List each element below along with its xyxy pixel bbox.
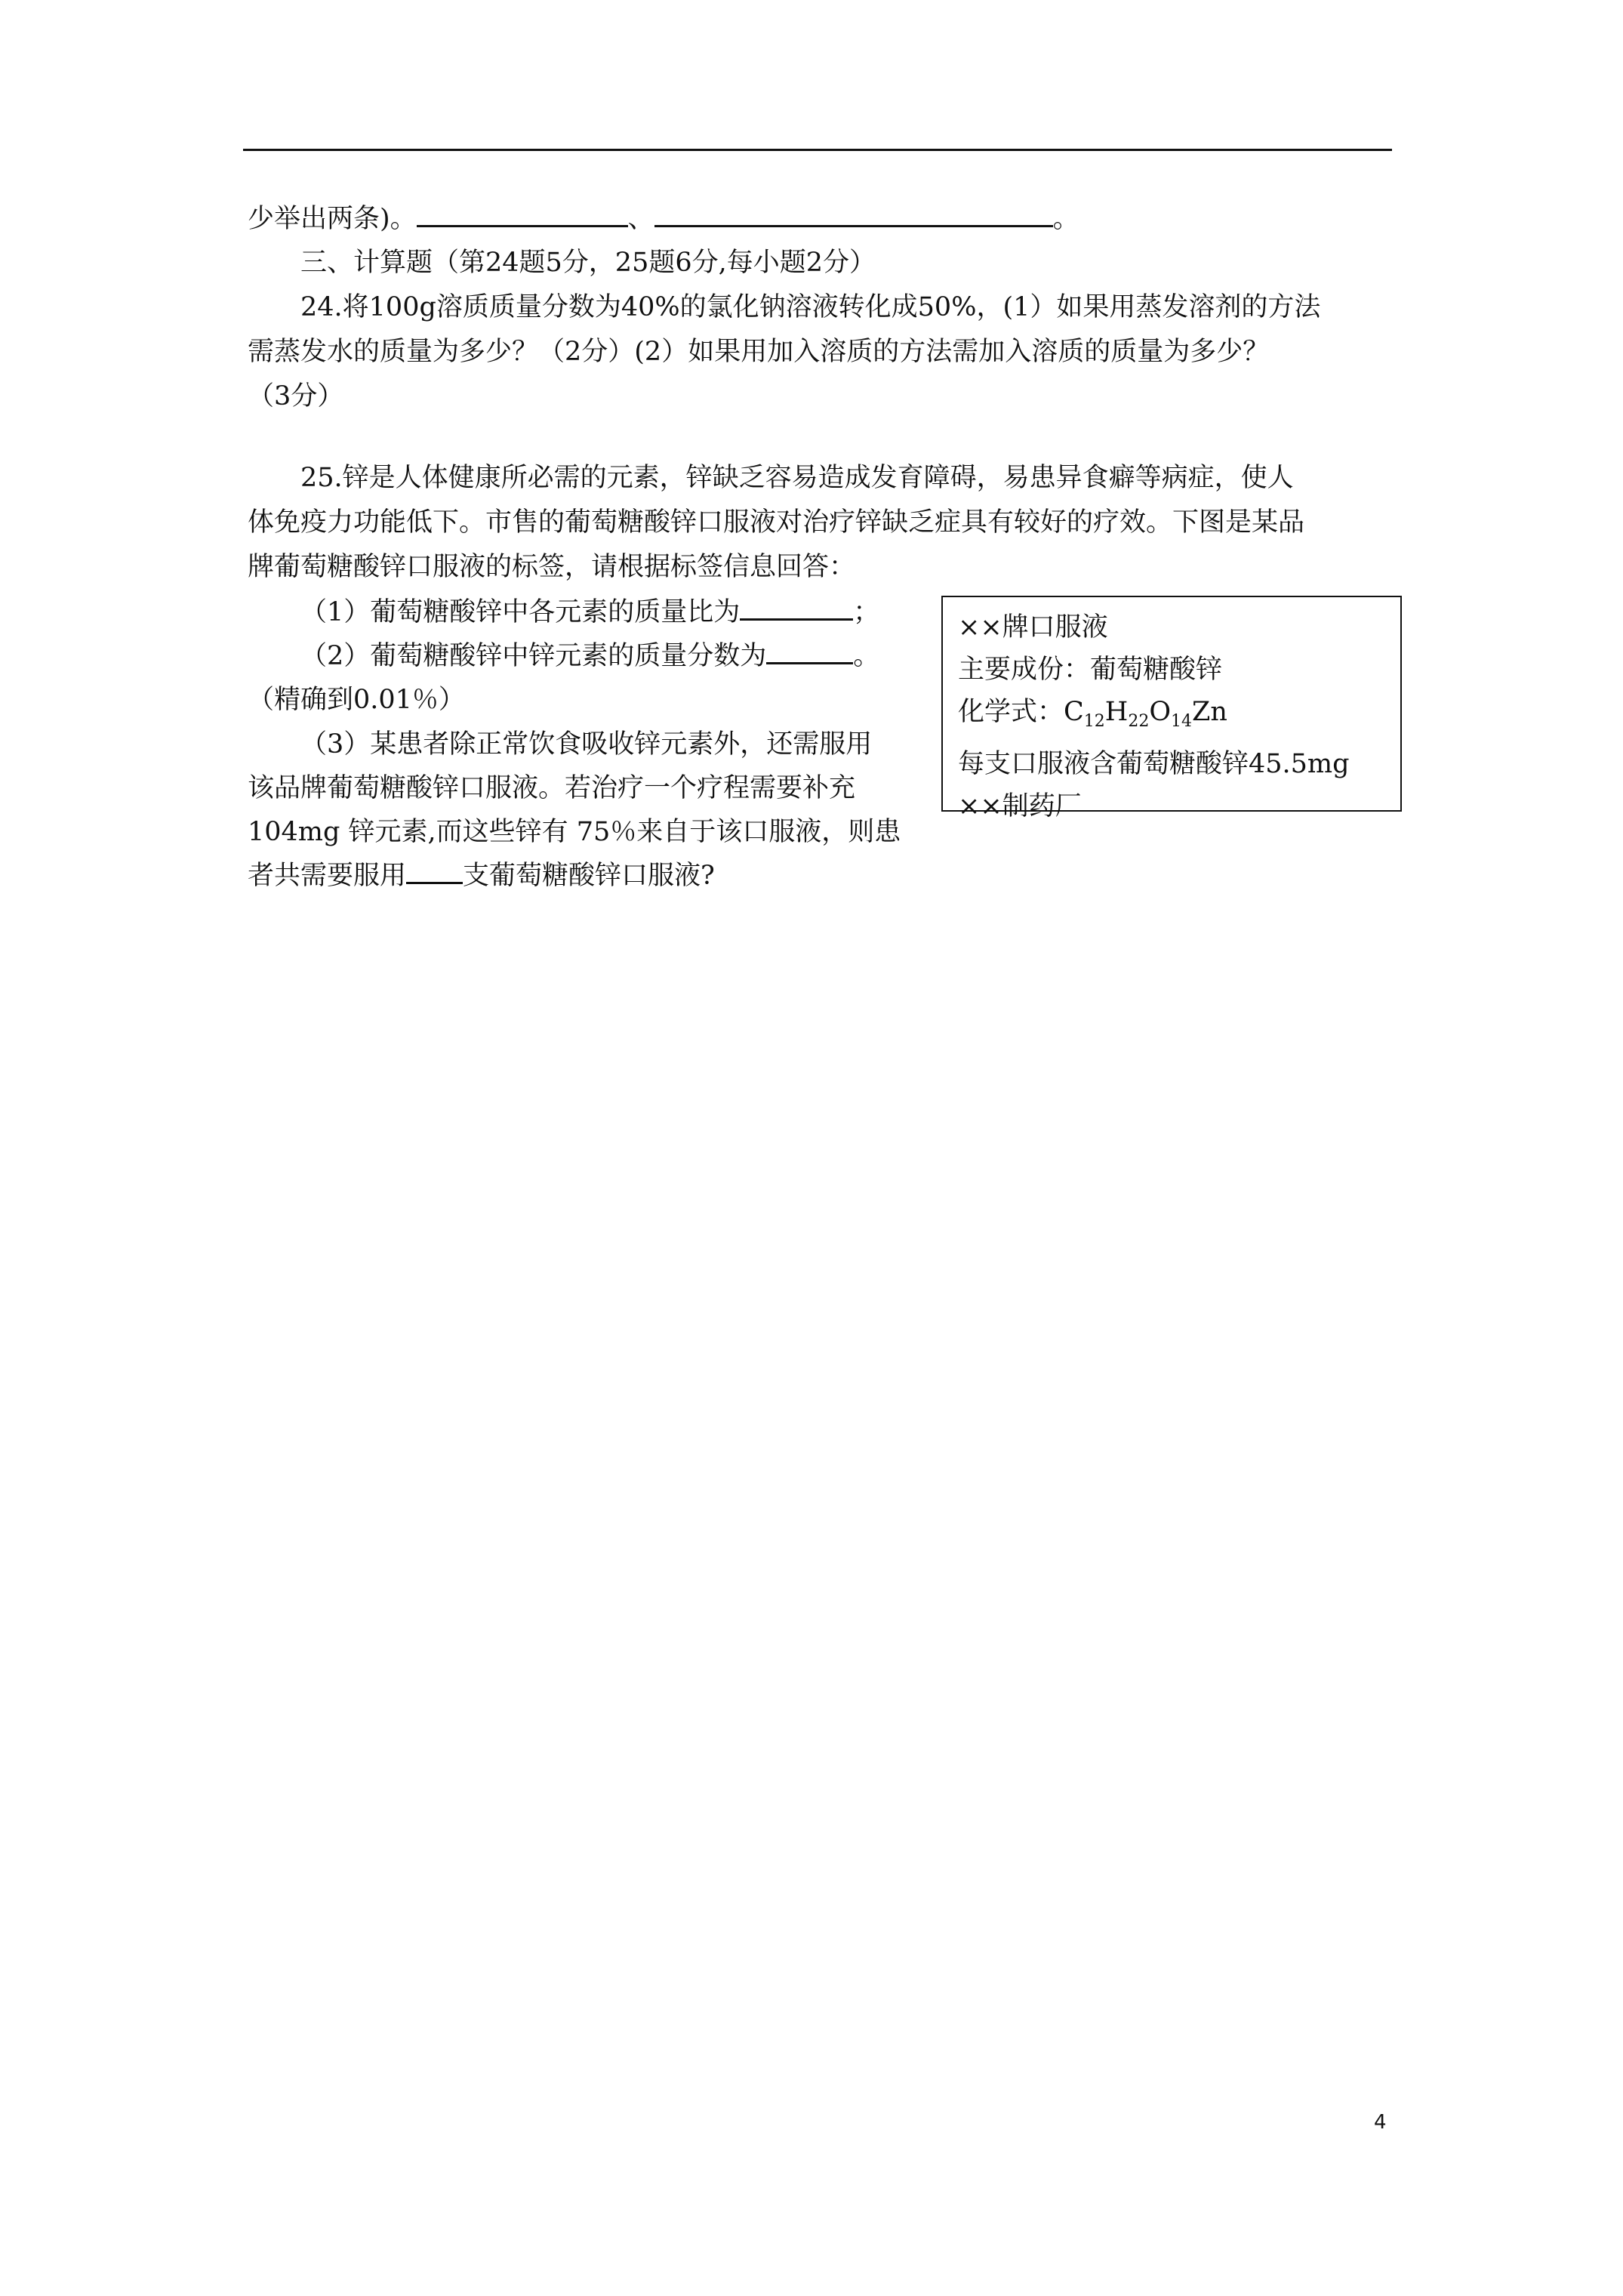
formula-zinc: Zn xyxy=(1192,697,1227,727)
q25-sub3-line-3: 104mg 锌元素,而这些锌有 75％来自于该口服液，则患 xyxy=(248,817,901,847)
q25-sub3-line-2: 该品牌葡萄糖酸锌口服液。若治疗一个疗程需要补充 xyxy=(248,773,856,803)
formula-oxygen: O xyxy=(1149,697,1172,727)
product-label-box xyxy=(941,596,1402,821)
formula-hydrogen-count: 22 xyxy=(1128,712,1150,731)
q23-answer-blank-1[interactable] xyxy=(417,202,628,227)
page-number: 4 xyxy=(1374,2111,1387,2134)
q25-line-3: 牌葡萄糖酸锌口服液的标签，请根据标签信息回答： xyxy=(248,552,856,582)
label-maker: ××制药厂 xyxy=(958,791,1082,821)
q24-line-3: （3分） xyxy=(248,381,344,411)
formula-carbon-count: 12 xyxy=(1083,712,1105,731)
label-formula-prefix: 化学式： xyxy=(958,697,1064,727)
label-formula-line xyxy=(958,691,1400,743)
q25-sub2-end: 。 xyxy=(853,641,880,671)
q25-line-1: 25.锌是人体健康所必需的元素，锌缺乏容易造成发育障碍，易患异食癖等病症，使人 xyxy=(300,463,1294,493)
label-brand: ××牌口服液 xyxy=(958,612,1108,643)
q23-tail-text: 少举出两条)。 xyxy=(248,204,417,234)
q25-sub2-text: （2）葡萄糖酸锌中锌元素的质量分数为 xyxy=(300,641,767,671)
q24-line-2: 需蒸发水的质量为多少？（2分）(2）如果用加入溶质的方法需加入溶质的质量为多少？ xyxy=(248,337,1270,367)
q23-separator: 、 xyxy=(627,204,654,234)
q25-sub3-line-4-pre: 者共需要服用 xyxy=(248,861,407,891)
q25-sub1-text: （1）葡萄糖酸锌中各元素的质量比为 xyxy=(300,597,741,627)
q25-sub2-note: （精确到0.01％） xyxy=(248,685,465,715)
label-content: 每支口服液含葡萄糖酸锌45.5mg xyxy=(958,749,1350,779)
label-formula xyxy=(1064,697,1227,731)
section3-heading: 三、计算题（第24题5分，25题6分,每小题2分） xyxy=(300,248,876,278)
q25-sub3-line-4-post: 支葡萄糖酸锌口服液? xyxy=(463,861,715,891)
q23-answer-blank-2[interactable] xyxy=(654,202,1053,227)
q25-sub3-blank[interactable] xyxy=(406,859,463,884)
q25-line-2: 体免疫力功能低下。市售的葡萄糖酸锌口服液对治疗锌缺乏症具有较好的疗效。下图是某品 xyxy=(248,507,1305,538)
q24-line-1: 24.将100g溶质质量分数为40%的氯化钠溶液转化成50%，(1）如果用蒸发溶剂的方法 xyxy=(300,292,1321,322)
q25-sub1-blank[interactable] xyxy=(740,596,853,621)
header-rule xyxy=(243,149,1392,151)
q25-sub1 xyxy=(300,594,879,630)
q25-sub3-line-1: （3）某患者除正常饮食吸收锌元素外，还需服用 xyxy=(300,729,873,760)
q23-tail-line xyxy=(248,201,1079,237)
label-ingredient: 主要成份：葡萄糖酸锌 xyxy=(958,655,1223,685)
formula-hydrogen: H xyxy=(1104,697,1129,727)
q25-sub1-end: ； xyxy=(853,597,880,627)
q23-end-punct: 。 xyxy=(1052,204,1079,234)
formula-oxygen-count: 14 xyxy=(1171,712,1193,731)
q25-sub2-blank[interactable] xyxy=(766,639,853,664)
q25-sub2 xyxy=(300,638,879,674)
formula-carbon: C xyxy=(1064,697,1084,727)
q25-sub3-line-4 xyxy=(248,858,715,894)
